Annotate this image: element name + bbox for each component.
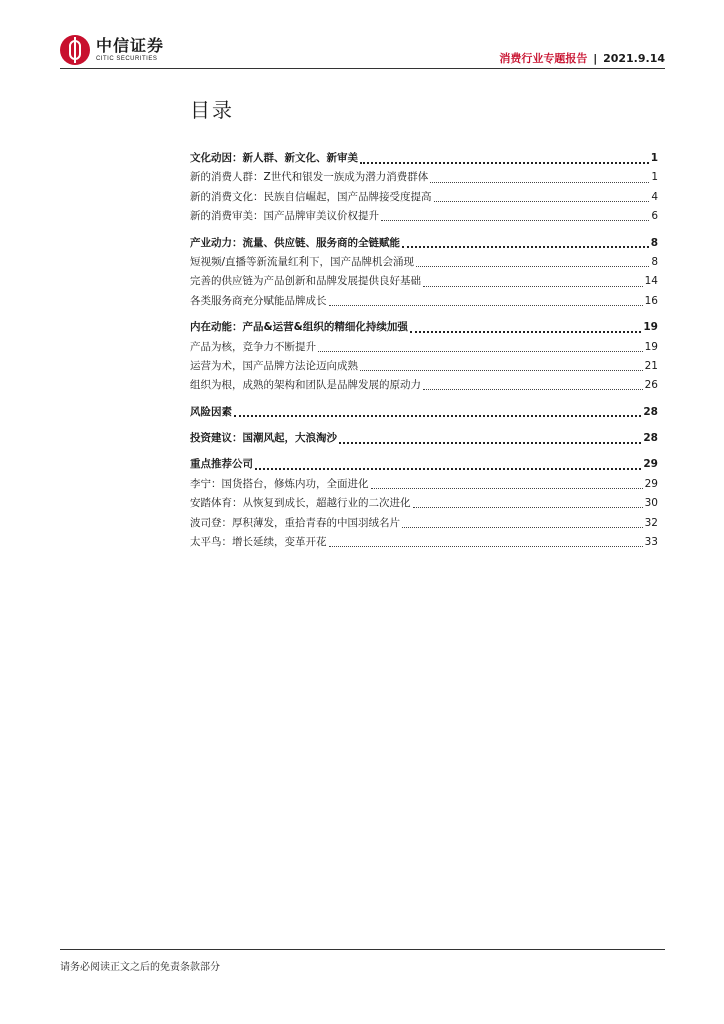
toc-page-number: 1 [651, 171, 658, 184]
toc-entry-title: 投资建议：国潮风起，大浪淘沙 [190, 432, 337, 445]
dot-leader [434, 201, 650, 202]
dot-leader [416, 266, 649, 267]
toc-page-number: 26 [644, 379, 658, 392]
toc-subsection-entry[interactable] [190, 208, 658, 227]
toc-entry-title: 安踏体育：从恢复到成长，超越行业的二次进化 [190, 497, 411, 510]
toc-page-number: 19 [644, 340, 658, 353]
dot-leader [371, 488, 643, 489]
toc-page-number: 33 [644, 536, 658, 549]
toc-page-number: 29 [643, 458, 658, 471]
toc-subsection-entry[interactable] [190, 254, 658, 273]
dot-leader [410, 331, 642, 333]
dot-leader [423, 286, 643, 287]
logo-text [96, 38, 164, 62]
report-type: 消费行业专题报告 [499, 52, 588, 65]
toc-subsection-entry[interactable] [190, 377, 658, 396]
footer-divider [60, 949, 665, 950]
toc-page-number: 28 [643, 432, 658, 445]
toc-section [190, 456, 658, 553]
logo-name-cn: 中信证券 [96, 36, 165, 55]
toc-subsection-entry[interactable] [190, 358, 658, 377]
dot-leader [318, 351, 643, 352]
toc-chapter-entry[interactable] [190, 319, 658, 338]
dot-leader [329, 305, 643, 306]
dot-leader [360, 370, 643, 371]
toc-subsection-entry[interactable] [190, 273, 658, 292]
toc-entry-title: 波司登：厚积薄发，重拾青春的中国羽绒名片 [190, 516, 400, 529]
toc-page-number: 32 [644, 516, 658, 529]
toc-section [190, 150, 658, 228]
page-header [60, 34, 665, 70]
toc-page-number: 16 [644, 294, 658, 307]
toc-entry-title: 新的消费人群：Z世代和银发一族成为潜力消费群体 [190, 171, 429, 184]
toc-subsection-entry[interactable] [190, 534, 658, 553]
dot-leader [255, 468, 641, 470]
toc-page-number: 1 [650, 152, 658, 164]
dot-leader [423, 389, 643, 390]
toc-chapter-entry[interactable] [190, 150, 658, 169]
toc-section [190, 235, 658, 313]
report-date: 2021.9.14 [603, 52, 665, 65]
toc-page-number: 19 [643, 321, 658, 334]
dot-leader [360, 162, 649, 164]
toc-entry-title: 新的消费审美：国产品牌审美议价权提升 [190, 210, 379, 223]
dot-leader [402, 246, 649, 248]
logo-name-en: CITIC SECURITIES [96, 56, 158, 62]
toc-page-number: 14 [644, 275, 658, 288]
toc-entry-title: 李宁：国货搭台，修炼内功，全面进化 [190, 477, 369, 490]
toc-section [190, 404, 658, 423]
toc-entry-title: 内在动能：产品&运营&组织的精细化持续加强 [190, 321, 408, 334]
header-divider [60, 68, 665, 69]
toc-entry-title: 各类服务商充分赋能品牌成长 [190, 294, 327, 307]
toc-subsection-entry[interactable] [190, 189, 658, 208]
toc-subsection-entry[interactable] [190, 339, 658, 358]
toc-page-number: 8 [650, 236, 658, 249]
toc-entry-title: 产品为核，竞争力不断提升 [190, 340, 316, 353]
citic-logo-icon [60, 35, 90, 65]
toc-entry-title: 产业动力：流量、供应链、服务商的全链赋能 [190, 236, 400, 249]
toc-subsection-entry[interactable] [190, 169, 658, 188]
toc-entry-title: 组织为根，成熟的架构和团队是品牌发展的原动力 [190, 379, 421, 392]
toc-entry-title: 运营为术，国产品牌方法论迈向成熟 [190, 359, 358, 372]
toc-entry-title: 风险因素 [190, 405, 232, 418]
toc-subsection-entry[interactable] [190, 495, 658, 514]
toc-entry-title: 完善的供应链为产品创新和品牌发展提供良好基础 [190, 275, 421, 288]
toc-chapter-entry[interactable] [190, 430, 658, 449]
toc-entry-title: 短视频/直播等新流量红利下，国产品牌机会涌现 [190, 255, 415, 268]
toc-entry-title: 新的消费文化：民族自信崛起，国产品牌接受度提高 [190, 190, 432, 203]
table-of-contents [190, 150, 658, 560]
toc-subsection-entry[interactable] [190, 293, 658, 312]
toc-page-number: 28 [643, 405, 658, 418]
dot-leader [339, 442, 641, 444]
dot-leader [430, 182, 649, 183]
toc-subsection-entry[interactable] [190, 515, 658, 534]
report-tag [499, 50, 665, 66]
dot-leader [402, 527, 643, 528]
toc-chapter-entry[interactable] [190, 235, 658, 254]
toc-page-number: 8 [651, 255, 658, 268]
toc-entry-title: 文化动因：新人群、新文化、新审美 [190, 152, 358, 164]
toc-page-number: 21 [644, 359, 658, 372]
toc-title: 目录 [190, 98, 234, 122]
toc-entry-title: 太平鸟：增长延续，变革开花 [190, 536, 327, 549]
toc-chapter-entry[interactable] [190, 404, 658, 423]
dot-leader [234, 415, 641, 417]
toc-subsection-entry[interactable] [190, 476, 658, 495]
dot-leader [329, 546, 643, 547]
toc-page-number: 6 [651, 210, 658, 223]
toc-page-number: 29 [644, 477, 658, 490]
toc-section [190, 430, 658, 449]
disclaimer-footer: 请务必阅读正文之后的免责条款部分 [60, 962, 220, 973]
toc-entry-title: 重点推荐公司 [190, 458, 253, 471]
company-logo [60, 34, 164, 66]
toc-chapter-entry[interactable] [190, 456, 658, 475]
toc-section [190, 319, 658, 397]
dot-leader [413, 507, 643, 508]
toc-page-number: 4 [651, 190, 658, 203]
dot-leader [381, 220, 649, 221]
toc-page-number: 30 [644, 497, 658, 510]
report-tag-separator: | [593, 52, 598, 65]
